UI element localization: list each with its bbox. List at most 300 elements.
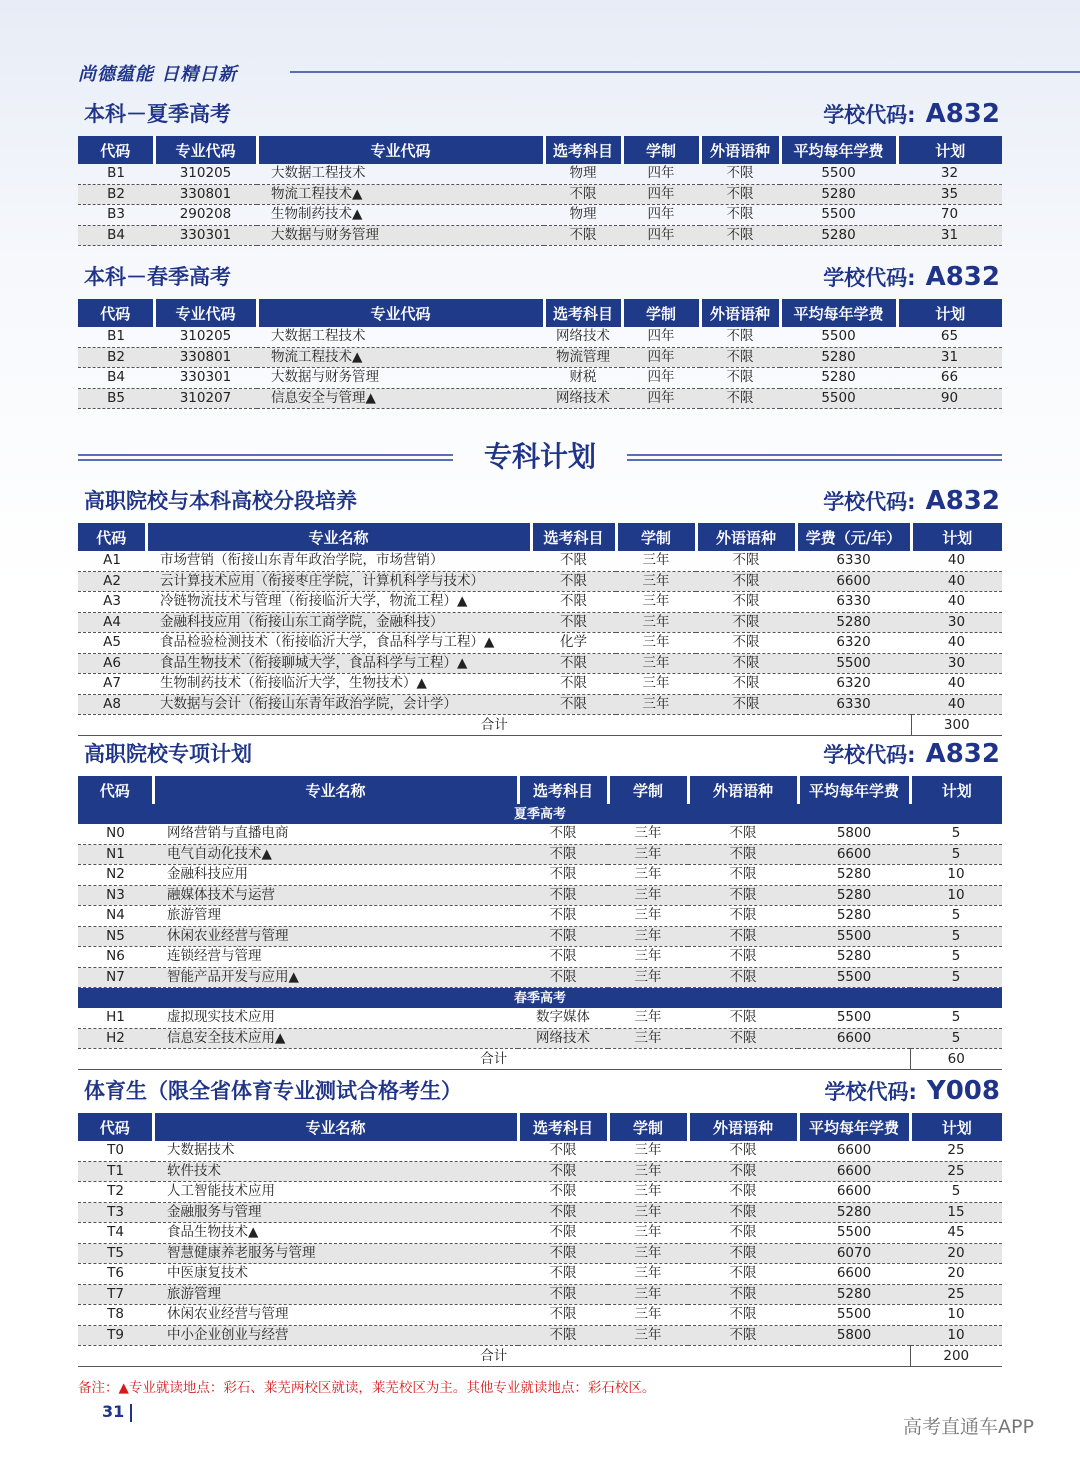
table-cell: 物理 (544, 205, 622, 226)
table-cell: 5 (910, 1182, 1002, 1203)
column-header: 外语语种 (688, 1113, 798, 1141)
total-value: 60 (910, 1049, 1002, 1070)
page-number-bar (130, 1404, 132, 1422)
table-row (78, 1284, 1002, 1305)
table-cell: 不限 (696, 612, 796, 633)
table-cell: 不限 (688, 1141, 798, 1161)
table-cell: 不限 (518, 1243, 608, 1264)
table-cell: 信息安全与管理▲ (257, 388, 544, 409)
table-cell: 三年 (608, 1182, 688, 1203)
table-row (78, 1161, 1002, 1182)
table-cell: B5 (78, 388, 154, 409)
total-row (78, 1346, 1002, 1367)
table-cell: 中医康复技术 (153, 1264, 518, 1285)
table-cell: 休闲农业经营与管理 (153, 926, 518, 947)
column-header: 专业名称 (153, 1113, 518, 1141)
table-cell: T6 (78, 1264, 153, 1285)
table-cell: 5500 (798, 1008, 910, 1028)
table-cell: 人工智能技术应用 (153, 1182, 518, 1203)
table-cell: 不限 (700, 368, 780, 389)
table-cell: 5280 (796, 612, 911, 633)
table-cell: 40 (911, 633, 1002, 654)
table-cell: 25 (910, 1161, 1002, 1182)
table-cell: 不限 (696, 571, 796, 592)
table-cell: 三年 (608, 1325, 688, 1346)
column-header: 学费（元/年） (796, 523, 911, 551)
table-cell: 食品生物技术▲ (153, 1223, 518, 1244)
table-cell: 不限 (688, 1305, 798, 1326)
table-header-row (78, 136, 1002, 164)
table-cell: 10 (910, 885, 1002, 906)
table-cell: 不限 (688, 1223, 798, 1244)
table-cell: 三年 (616, 653, 696, 674)
zhuanke-plan-title-block (78, 437, 1002, 477)
subsection-row (78, 804, 1002, 824)
table-cell: 5 (910, 926, 1002, 947)
table-cell: 不限 (688, 824, 798, 844)
table-row (78, 571, 1002, 592)
table-cell: 三年 (608, 967, 688, 988)
table-row (78, 592, 1002, 613)
column-header: 选考科目 (518, 776, 608, 804)
table-cell: 不限 (518, 865, 608, 886)
table-cell: 5500 (798, 967, 910, 988)
table-cell: 5500 (796, 653, 911, 674)
column-header: 平均每年学费 (798, 1113, 910, 1141)
table-cell: 6600 (796, 571, 911, 592)
table-cell: 6600 (798, 844, 910, 865)
column-header: 专业名称 (153, 776, 518, 804)
table-cell: T1 (78, 1161, 153, 1182)
table-row (78, 327, 1002, 347)
table-cell: 31 (897, 225, 1002, 246)
table-cell: 三年 (608, 885, 688, 906)
table-cell: 旅游管理 (153, 906, 518, 927)
table-cell: 食品生物技术（衔接聊城大学，食品科学与工程）▲ (146, 653, 531, 674)
table-cell: 不限 (531, 694, 616, 715)
table-cell: N1 (78, 844, 153, 865)
watermark: 高考直通车APP (903, 1416, 1034, 1438)
column-header: 代码 (78, 299, 154, 327)
table-cell: 5280 (798, 906, 910, 927)
table-row (78, 1028, 1002, 1049)
table-cell: A3 (78, 592, 146, 613)
table-row (78, 906, 1002, 927)
table-cell: 10 (910, 865, 1002, 886)
school-code: 学校代码: A832 (823, 739, 1000, 769)
table-cell: A6 (78, 653, 146, 674)
table-cell: 连锁经营与管理 (153, 947, 518, 968)
table-cell: 5280 (780, 347, 897, 368)
column-header: 外语语种 (700, 299, 780, 327)
column-header: 外语语种 (700, 136, 780, 164)
table-cell: B2 (78, 347, 154, 368)
table-cell: 5280 (780, 368, 897, 389)
table-cell: B2 (78, 184, 154, 205)
table-cell: 四年 (622, 368, 700, 389)
table-cell: 40 (911, 571, 1002, 592)
table-cell: 不限 (688, 1161, 798, 1182)
table-cell: 不限 (700, 388, 780, 409)
table-cell: 三年 (608, 1008, 688, 1028)
table-cell: B3 (78, 205, 154, 226)
section-title: 本科－夏季高考 (84, 102, 231, 126)
column-header: 外语语种 (688, 776, 798, 804)
table-cell: 金融科技应用 (153, 865, 518, 886)
total-row (78, 1049, 1002, 1070)
table-cell: 四年 (622, 388, 700, 409)
table-cell: 40 (911, 592, 1002, 613)
table-row (78, 1223, 1002, 1244)
table-row (78, 1008, 1002, 1028)
table-cell: 6600 (798, 1161, 910, 1182)
table-cell: N2 (78, 865, 153, 886)
table-cell: 不限 (518, 1325, 608, 1346)
table-cell: 310207 (154, 388, 257, 409)
table-cell: 不限 (518, 885, 608, 906)
table-cell: 不限 (688, 906, 798, 927)
table-cell: T4 (78, 1223, 153, 1244)
table-cell: 网络技术 (544, 388, 622, 409)
column-header: 专业代码 (154, 136, 257, 164)
table-cell: 不限 (518, 1305, 608, 1326)
table-cell: 不限 (518, 844, 608, 865)
table-cell: 物流工程技术▲ (257, 184, 544, 205)
section-title: 高职院校与本科高校分段培养 (84, 489, 357, 513)
table-cell: 不限 (518, 1223, 608, 1244)
table-cell: 物理 (544, 164, 622, 184)
section-header-summer (80, 99, 1000, 129)
table-cell: 5800 (798, 824, 910, 844)
table-cell: N4 (78, 906, 153, 927)
table-cell: 不限 (544, 184, 622, 205)
footnote: 备注：▲专业就读地点：彩石、莱芜两校区就读，莱芜校区为主。其他专业就读地点：彩石校区。 (78, 1380, 656, 1396)
table-cell: 四年 (622, 205, 700, 226)
table-cell: 5 (910, 1028, 1002, 1049)
table-cell: 三年 (608, 1243, 688, 1264)
table-cell: 大数据与财务管理 (257, 225, 544, 246)
table-cell: 三年 (608, 1223, 688, 1244)
table-cell: 330301 (154, 368, 257, 389)
table-cell: 不限 (696, 633, 796, 654)
total-value: 300 (911, 715, 1002, 736)
zhuanke-plan-title: 专科计划 (483, 440, 596, 473)
column-header: 选考科目 (518, 1113, 608, 1141)
table-cell: 不限 (688, 1202, 798, 1223)
table-cell: B4 (78, 368, 154, 389)
table-cell: 不限 (531, 612, 616, 633)
table-row (78, 1305, 1002, 1326)
table-row (78, 388, 1002, 409)
table-cell: 生物制药技术▲ (257, 205, 544, 226)
column-header: 学制 (622, 299, 700, 327)
table-cell: 网络技术 (518, 1028, 608, 1049)
table-cell: 290208 (154, 205, 257, 226)
table-row (78, 347, 1002, 368)
table-cell: 31 (897, 347, 1002, 368)
table-cell: 不限 (700, 184, 780, 205)
table-cell: 三年 (608, 926, 688, 947)
table-cell: 5280 (798, 885, 910, 906)
table-row (78, 1141, 1002, 1161)
table-cell: 不限 (696, 592, 796, 613)
table-cell: 不限 (518, 1202, 608, 1223)
table-cell: 虚拟现实技术应用 (153, 1008, 518, 1028)
table-cell: 物流工程技术▲ (257, 347, 544, 368)
table-cell: 330301 (154, 225, 257, 246)
table-cell: 不限 (688, 1325, 798, 1346)
table-row (78, 947, 1002, 968)
column-header: 计划 (911, 523, 1002, 551)
table-cell: 融媒体技术与运营 (153, 885, 518, 906)
table-row (78, 184, 1002, 205)
table-row (78, 844, 1002, 865)
table-cell: 65 (897, 327, 1002, 347)
table-cell: A2 (78, 571, 146, 592)
table-cell: 休闲农业经营与管理 (153, 1305, 518, 1326)
table-cell: 5280 (798, 1202, 910, 1223)
table-cell: 40 (911, 694, 1002, 715)
table-cell: 6600 (798, 1182, 910, 1203)
table-cell: H1 (78, 1008, 153, 1028)
table-cell: 不限 (518, 1182, 608, 1203)
table-cell: 5500 (780, 327, 897, 347)
column-header: 计划 (910, 776, 1002, 804)
table-row (78, 865, 1002, 886)
table-cell: 5 (910, 967, 1002, 988)
table-cell: 金融科技应用（衔接山东工商学院，金融科技） (146, 612, 531, 633)
table-cell: T7 (78, 1284, 153, 1305)
table-cell: N3 (78, 885, 153, 906)
table-cell: 5500 (780, 164, 897, 184)
table-cell: 电气自动化技术▲ (153, 844, 518, 865)
table-cell: 不限 (531, 592, 616, 613)
table-cell: 不限 (688, 1243, 798, 1264)
table-cell: 5 (910, 824, 1002, 844)
table-cell: 不限 (700, 164, 780, 184)
table-cell: 智慧健康养老服务与管理 (153, 1243, 518, 1264)
table-cell: 35 (897, 184, 1002, 205)
table-cell: 网络营销与直播电商 (153, 824, 518, 844)
table-cell: 大数据与会计（衔接山东青年政治学院，会计学） (146, 694, 531, 715)
table-cell: N7 (78, 967, 153, 988)
column-header: 专业代码 (257, 299, 544, 327)
table-cell: B1 (78, 327, 154, 347)
column-header: 计划 (897, 136, 1002, 164)
table-cell: 三年 (616, 571, 696, 592)
table-row (78, 1202, 1002, 1223)
total-label: 合计 (78, 1049, 910, 1070)
table-cell: B4 (78, 225, 154, 246)
table-cell: 食品检验检测技术（衔接临沂大学，食品科学与工程）▲ (146, 633, 531, 654)
header-divider (290, 71, 1080, 73)
table-cell: 云计算技术应用（衔接枣庄学院，计算机科学与技术） (146, 571, 531, 592)
table-cell: A1 (78, 551, 146, 571)
table-cell: A8 (78, 694, 146, 715)
column-header: 代码 (78, 1113, 153, 1141)
table-cell: 不限 (688, 926, 798, 947)
column-header: 计划 (897, 299, 1002, 327)
table-cell: N5 (78, 926, 153, 947)
table-cell: 15 (910, 1202, 1002, 1223)
table-cell: 四年 (622, 225, 700, 246)
table-cell: 三年 (608, 824, 688, 844)
table-cell: 四年 (622, 327, 700, 347)
column-header: 学制 (616, 523, 696, 551)
table-cell: 财税 (544, 368, 622, 389)
table-cell: 中小企业创业与经营 (153, 1325, 518, 1346)
section-header-sports (80, 1076, 1000, 1106)
column-header: 学制 (608, 776, 688, 804)
table-row (78, 967, 1002, 988)
table-cell: 生物制药技术（衔接临沂大学，生物技术）▲ (146, 674, 531, 695)
table-cell: 三年 (616, 674, 696, 695)
table-cell: 三年 (608, 844, 688, 865)
table-cell: 70 (897, 205, 1002, 226)
column-header: 专业代码 (154, 299, 257, 327)
table-cell: 不限 (518, 906, 608, 927)
slogan: 尚德蕴能 日精日新 (78, 64, 238, 85)
table-cell: 数字媒体 (518, 1008, 608, 1028)
section-header-special (80, 739, 1000, 769)
school-code: 学校代码: Y008 (824, 1076, 1000, 1106)
table-cell: 不限 (696, 653, 796, 674)
table-cell: T5 (78, 1243, 153, 1264)
table-cell: 三年 (608, 906, 688, 927)
table-row (78, 368, 1002, 389)
table-cell: 5 (910, 1008, 1002, 1028)
table-cell: 三年 (608, 865, 688, 886)
table-row (78, 205, 1002, 226)
table-header-row (78, 299, 1002, 327)
table-cell: 三年 (608, 1305, 688, 1326)
column-header: 平均每年学费 (798, 776, 910, 804)
table-cell: 6600 (798, 1264, 910, 1285)
table-summer-undergrad (78, 136, 1002, 246)
table-cell: 5280 (780, 184, 897, 205)
table-cell: 网络技术 (544, 327, 622, 347)
table-cell: 45 (910, 1223, 1002, 1244)
section-title: 本科－春季高考 (84, 265, 231, 289)
table-row (78, 633, 1002, 654)
table-cell: T0 (78, 1141, 153, 1161)
table-cell: 市场营销（衔接山东青年政治学院，市场营销） (146, 551, 531, 571)
table-cell: 40 (911, 551, 1002, 571)
table-cell: 三年 (616, 694, 696, 715)
table-cell: 软件技术 (153, 1161, 518, 1182)
table-cell: 20 (910, 1243, 1002, 1264)
table-cell: 大数据工程技术 (257, 327, 544, 347)
table-cell: A7 (78, 674, 146, 695)
table-cell: 不限 (544, 225, 622, 246)
column-header: 计划 (910, 1113, 1002, 1141)
table-cell: 不限 (531, 571, 616, 592)
column-header: 代码 (78, 776, 153, 804)
table-cell: 三年 (608, 1284, 688, 1305)
table-cell: 三年 (616, 633, 696, 654)
table-cell: 5500 (798, 1223, 910, 1244)
table-cell: 不限 (688, 1284, 798, 1305)
column-header: 代码 (78, 136, 154, 164)
table-cell: 6330 (796, 592, 911, 613)
table-cell: 不限 (688, 1182, 798, 1203)
column-header: 专业名称 (146, 523, 531, 551)
column-header: 平均每年学费 (780, 136, 897, 164)
table-cell: 40 (911, 674, 1002, 695)
table-cell: 不限 (688, 885, 798, 906)
table-row (78, 653, 1002, 674)
table-row (78, 885, 1002, 906)
table-row (78, 1182, 1002, 1203)
column-header: 专业代码 (257, 136, 544, 164)
table-cell: 5 (910, 947, 1002, 968)
school-code: 学校代码: A832 (823, 486, 1000, 516)
column-header: 学制 (608, 1113, 688, 1141)
table-cell: T9 (78, 1325, 153, 1346)
table-segmented (78, 523, 1002, 736)
table-cell: 不限 (518, 824, 608, 844)
table-cell: 5280 (798, 865, 910, 886)
table-cell: 5500 (780, 205, 897, 226)
table-cell: 智能产品开发与应用▲ (153, 967, 518, 988)
table-cell: 不限 (700, 327, 780, 347)
table-cell: 5800 (798, 1325, 910, 1346)
table-cell: 330801 (154, 184, 257, 205)
table-header-row (78, 776, 1002, 804)
table-spring-undergrad (78, 299, 1002, 409)
table-cell: 三年 (616, 612, 696, 633)
column-header: 外语语种 (696, 523, 796, 551)
school-code: 学校代码: A832 (823, 99, 1000, 129)
table-cell: 四年 (622, 164, 700, 184)
table-cell: 大数据技术 (153, 1141, 518, 1161)
table-row (78, 551, 1002, 571)
column-header: 选考科目 (544, 299, 622, 327)
table-cell: 不限 (688, 1264, 798, 1285)
table-cell: 6320 (796, 674, 911, 695)
table-special (78, 776, 1002, 1070)
table-cell: 物流管理 (544, 347, 622, 368)
table-cell: 6070 (798, 1243, 910, 1264)
table-cell: 三年 (608, 1264, 688, 1285)
school-code: 学校代码: A832 (823, 262, 1000, 292)
page-number: 31 (102, 1402, 125, 1421)
table-row (78, 1243, 1002, 1264)
section-title: 体育生（限全省体育专业测试合格考生） (84, 1079, 462, 1103)
table-cell: 不限 (518, 1141, 608, 1161)
table-cell: 6330 (796, 551, 911, 571)
table-row (78, 1264, 1002, 1285)
table-cell: 25 (910, 1141, 1002, 1161)
table-cell: 金融服务与管理 (153, 1202, 518, 1223)
table-cell: 不限 (518, 967, 608, 988)
table-cell: 不限 (518, 1284, 608, 1305)
table-cell: 三年 (608, 947, 688, 968)
subsection-row (78, 988, 1002, 1009)
column-header: 选考科目 (544, 136, 622, 164)
table-cell: 310205 (154, 164, 257, 184)
table-cell: 大数据与财务管理 (257, 368, 544, 389)
table-row (78, 164, 1002, 184)
table-row (78, 612, 1002, 633)
table-cell: 不限 (518, 1264, 608, 1285)
table-cell: T2 (78, 1182, 153, 1203)
table-cell: 冷链物流技术与管理（衔接临沂大学，物流工程）▲ (146, 592, 531, 613)
table-cell: 不限 (700, 347, 780, 368)
table-cell: 三年 (608, 1202, 688, 1223)
table-cell: 5 (910, 844, 1002, 865)
table-row (78, 1325, 1002, 1346)
